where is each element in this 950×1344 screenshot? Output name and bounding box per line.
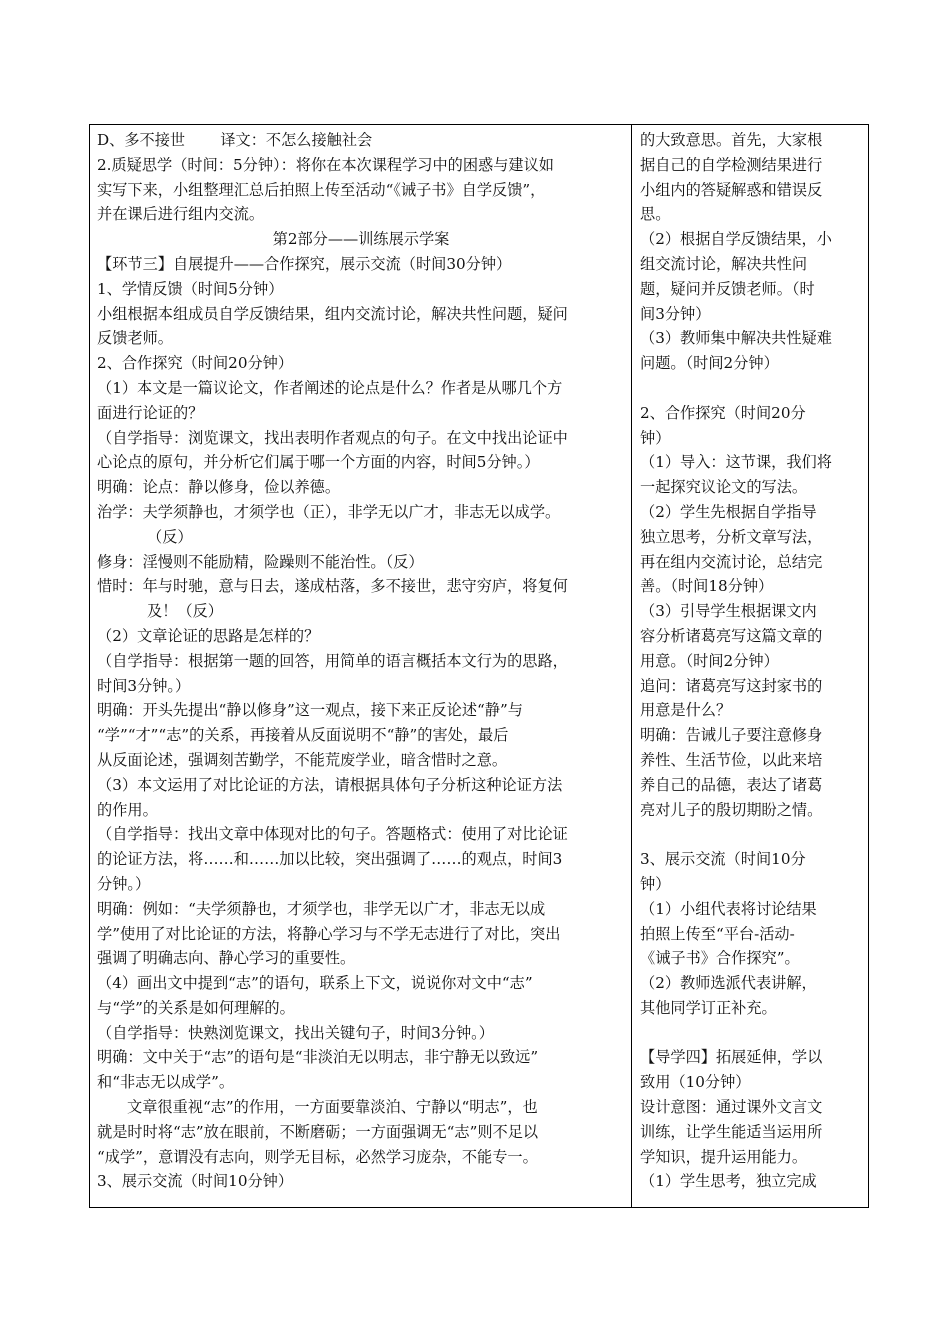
teacher-note-line: 思。 <box>640 205 671 224</box>
teacher-note-line: （1）导入：这节课，我们将 <box>640 453 832 472</box>
teacher-note-line: 题，疑问并反馈老师。（时 <box>640 279 815 298</box>
teacher-notes-column <box>632 125 869 1208</box>
teacher-note-line: 亮对儿子的殷切期盼之情。 <box>640 800 823 819</box>
teacher-note-line: 小组内的答疑解惑和错误反 <box>640 180 823 199</box>
worksheet-text-line: 的作用。 <box>97 800 158 819</box>
worksheet-text-line: 实写下来，小组整理汇总后拍照上传至活动“《诫子书》自学反馈”， <box>97 180 546 199</box>
worksheet-text-line: （1）本文是一篇议论文，作者阐述的论点是什么？作者是从哪几个方 <box>97 378 563 397</box>
worksheet-text-line: 1、学情反馈（时间5分钟） <box>97 279 284 298</box>
teacher-note-line: 其他同学订正补充。 <box>640 998 777 1017</box>
worksheet-text-line: 明确：论点：静以修身，俭以养德。 <box>97 478 340 497</box>
teacher-note-line: 3、展示交流（时间10分 <box>640 850 806 869</box>
worksheet-text-line: 的论证方法，将……和……加以比较，突出强调了……的观点，时间3 <box>97 850 563 869</box>
teacher-note-line <box>640 1021 863 1046</box>
teacher-note-line: 养自己的品德，表达了诸葛 <box>640 775 823 794</box>
worksheet-text-line: 就是时时将“志”放在眼前，不断磨砺；一方面强调无“志”则不足以 <box>97 1122 539 1141</box>
teacher-note-line <box>640 822 863 847</box>
worksheet-text-line: （2）文章论证的思路是怎样的？ <box>97 626 320 645</box>
worksheet-text-line: 文章很重视“志”的作用，一方面要靠淡泊、宁静以“明志”，也 <box>127 1098 538 1117</box>
worksheet-text-line: 治学：夫学须静也，才须学也（正），非学无以广才，非志无以成学。 <box>97 502 561 521</box>
worksheet-text-line: （反） <box>147 527 193 546</box>
worksheet-text-line: （自学指导：根据第一题的回答，用简单的语言概括本文行为的思路， <box>97 651 568 670</box>
worksheet-text-line: 明确：开头先提出“静以修身”这一观点，接下来正反论述“静”与 <box>97 701 523 720</box>
worksheet-text-line: 明确：文中关于“志”的语句是“非淡泊无以明志，非宁静无以致远” <box>97 1048 539 1067</box>
teacher-note-line: 钟） <box>640 428 671 447</box>
worksheet-text-line: 和“非志无以成学”。 <box>97 1073 235 1092</box>
worksheet-text-line: 小组根据本组成员自学反馈结果，组内交流讨论，解决共性问题，疑问 <box>97 304 568 323</box>
worksheet-text-line: 2.质疑思学（时间：5分钟）：将你在本次课程学习中的困惑与建议如 <box>97 155 554 174</box>
teacher-note-line: 拍照上传至“平台-活动- <box>640 924 795 943</box>
teacher-note-line: 间3分钟） <box>640 304 711 323</box>
worksheet-text-line: 3、展示交流（时间10分钟） <box>97 1172 294 1191</box>
teacher-note-line: （2）教师选派代表讲解， <box>640 974 817 993</box>
teacher-note-line: （1）小组代表将讨论结果 <box>640 899 817 918</box>
worksheet-text-line: 强调了明确志向、静心学习的重要性。 <box>97 949 356 968</box>
teacher-note-line: 容分析诸葛亮写这篇文章的 <box>640 626 823 645</box>
teacher-note-line: 致用（10分钟） <box>640 1073 751 1092</box>
worksheet-text-line: （自学指导：浏览课文，找出表明作者观点的句子。在文中找出论证中 <box>97 428 568 447</box>
lesson-plan-table <box>89 124 869 1208</box>
teacher-note-line: （3）引导学生根据课文内 <box>640 602 817 621</box>
teacher-note-line: 再在组内交流讨论，总结完 <box>640 552 823 571</box>
teacher-note-line: （2）学生先根据自学指导 <box>640 502 817 521</box>
teacher-note-line: 学知识，提升运用能力。 <box>640 1147 808 1166</box>
worksheet-text-line: （自学指导：找出文章中体现对比的句子。答题格式：使用了对比论证 <box>97 825 568 844</box>
teacher-note-line: 追问：诸葛亮写这封家书的 <box>640 676 823 695</box>
worksheet-text-line: 学”使用了对比论证的方法，将静心学习与不学无志进行了对比，突出 <box>97 924 561 943</box>
teacher-note-line: 用意。（时间2分钟） <box>640 651 779 670</box>
worksheet-text-line: （3）本文运用了对比论证的方法，请根据具体句子分析这种论证方法 <box>97 775 563 794</box>
teacher-note-line: 养性、生活节俭，以此来培 <box>640 750 823 769</box>
worksheet-text-line: 惜时：年与时驰，意与日去，遂成枯落，多不接世，悲守穷庐，将复何 <box>97 577 568 596</box>
teacher-note-line: 训练，让学生能适当运用所 <box>640 1122 823 1141</box>
teacher-note-line: 一起探究议论文的写法。 <box>640 478 808 497</box>
teacher-note-line: 明确：告诫儿子要注意修身 <box>640 726 823 745</box>
teacher-note-line: （1）学生思考，独立完成 <box>640 1172 817 1191</box>
worksheet-text-line: 分钟。） <box>97 874 151 893</box>
teacher-note-line: （3）教师集中解决共性疑难 <box>640 329 832 348</box>
teacher-note-line: 独立思考，分析文章写法， <box>640 527 823 546</box>
teacher-note-line: 钟） <box>640 874 671 893</box>
worksheet-text-line: 及！（反） <box>147 602 223 621</box>
worksheet-text-line: 2、合作探究（时间20分钟） <box>97 354 294 373</box>
worksheet-text-line: （自学指导：快熟浏览课文，找出关键句子，时间3分钟。） <box>97 1023 494 1042</box>
worksheet-text-line: “成学”，意谓没有志向，则学无目标，必然学习庞杂，不能专一。 <box>97 1147 538 1166</box>
student-worksheet-column <box>90 125 632 1208</box>
teacher-note-line: 设计意图：通过课外文言文 <box>640 1098 823 1117</box>
worksheet-text-line: 面进行论证的？ <box>97 403 204 422</box>
teacher-note-line: 据自己的自学检测结果进行 <box>640 155 823 174</box>
teacher-note-line: 问题。（时间2分钟） <box>640 354 779 373</box>
table-row <box>90 125 869 1208</box>
teacher-note-line: 2、合作探究（时间20分 <box>640 403 806 422</box>
teacher-note-line <box>640 376 863 401</box>
worksheet-text-line: 从反面论述，强调刻苦勤学，不能荒废学业，暗含惜时之意。 <box>97 750 508 769</box>
worksheet-text-line: 并在课后进行组内交流。 <box>97 205 265 224</box>
worksheet-text-line: 时间3分钟。） <box>97 676 191 695</box>
worksheet-text-line: （4）画出文中提到“志”的语句，联系上下文，说说你对文中“志” <box>97 974 533 993</box>
worksheet-text-line: 【环节三】自展提升——合作探究，展示交流（时间30分钟） <box>97 254 512 273</box>
worksheet-text-line: “学”“才”“志”的关系，再接着从反面说明不“静”的害处，最后 <box>97 726 509 745</box>
teacher-note-line: （2）根据自学反馈结果，小 <box>640 230 832 249</box>
teacher-note-line: 《诫子书》合作探究”。 <box>640 949 800 968</box>
teacher-note-line: 组交流讨论，解决共性问 <box>640 254 808 273</box>
worksheet-text-line: 反馈老师。 <box>97 329 173 348</box>
worksheet-text-line: 明确：例如：“夫学须静也，才须学也，非学无以广才，非志无以成 <box>97 899 546 918</box>
worksheet-text-line: 与“学”的关系是如何理解的。 <box>97 998 295 1017</box>
worksheet-text-line: 心论点的原句，并分析它们属于哪一个方面的内容，时间5分钟。） <box>97 453 540 472</box>
worksheet-text-line: 第2部分——训练展示学案 <box>272 230 450 249</box>
teacher-note-line: 用意是什么？ <box>640 701 732 720</box>
worksheet-text-line: 修身：淫慢则不能励精，险躁则不能治性。（反） <box>97 552 424 571</box>
teacher-note-line: 的大致意思。首先，大家根 <box>640 131 823 149</box>
teacher-note-line: 善。（时间18分钟） <box>640 577 774 596</box>
teacher-note-line: 【导学四】拓展延伸，学以 <box>640 1048 823 1067</box>
worksheet-text-line: D、多不接世 译文：不怎么接触社会 <box>97 131 373 149</box>
